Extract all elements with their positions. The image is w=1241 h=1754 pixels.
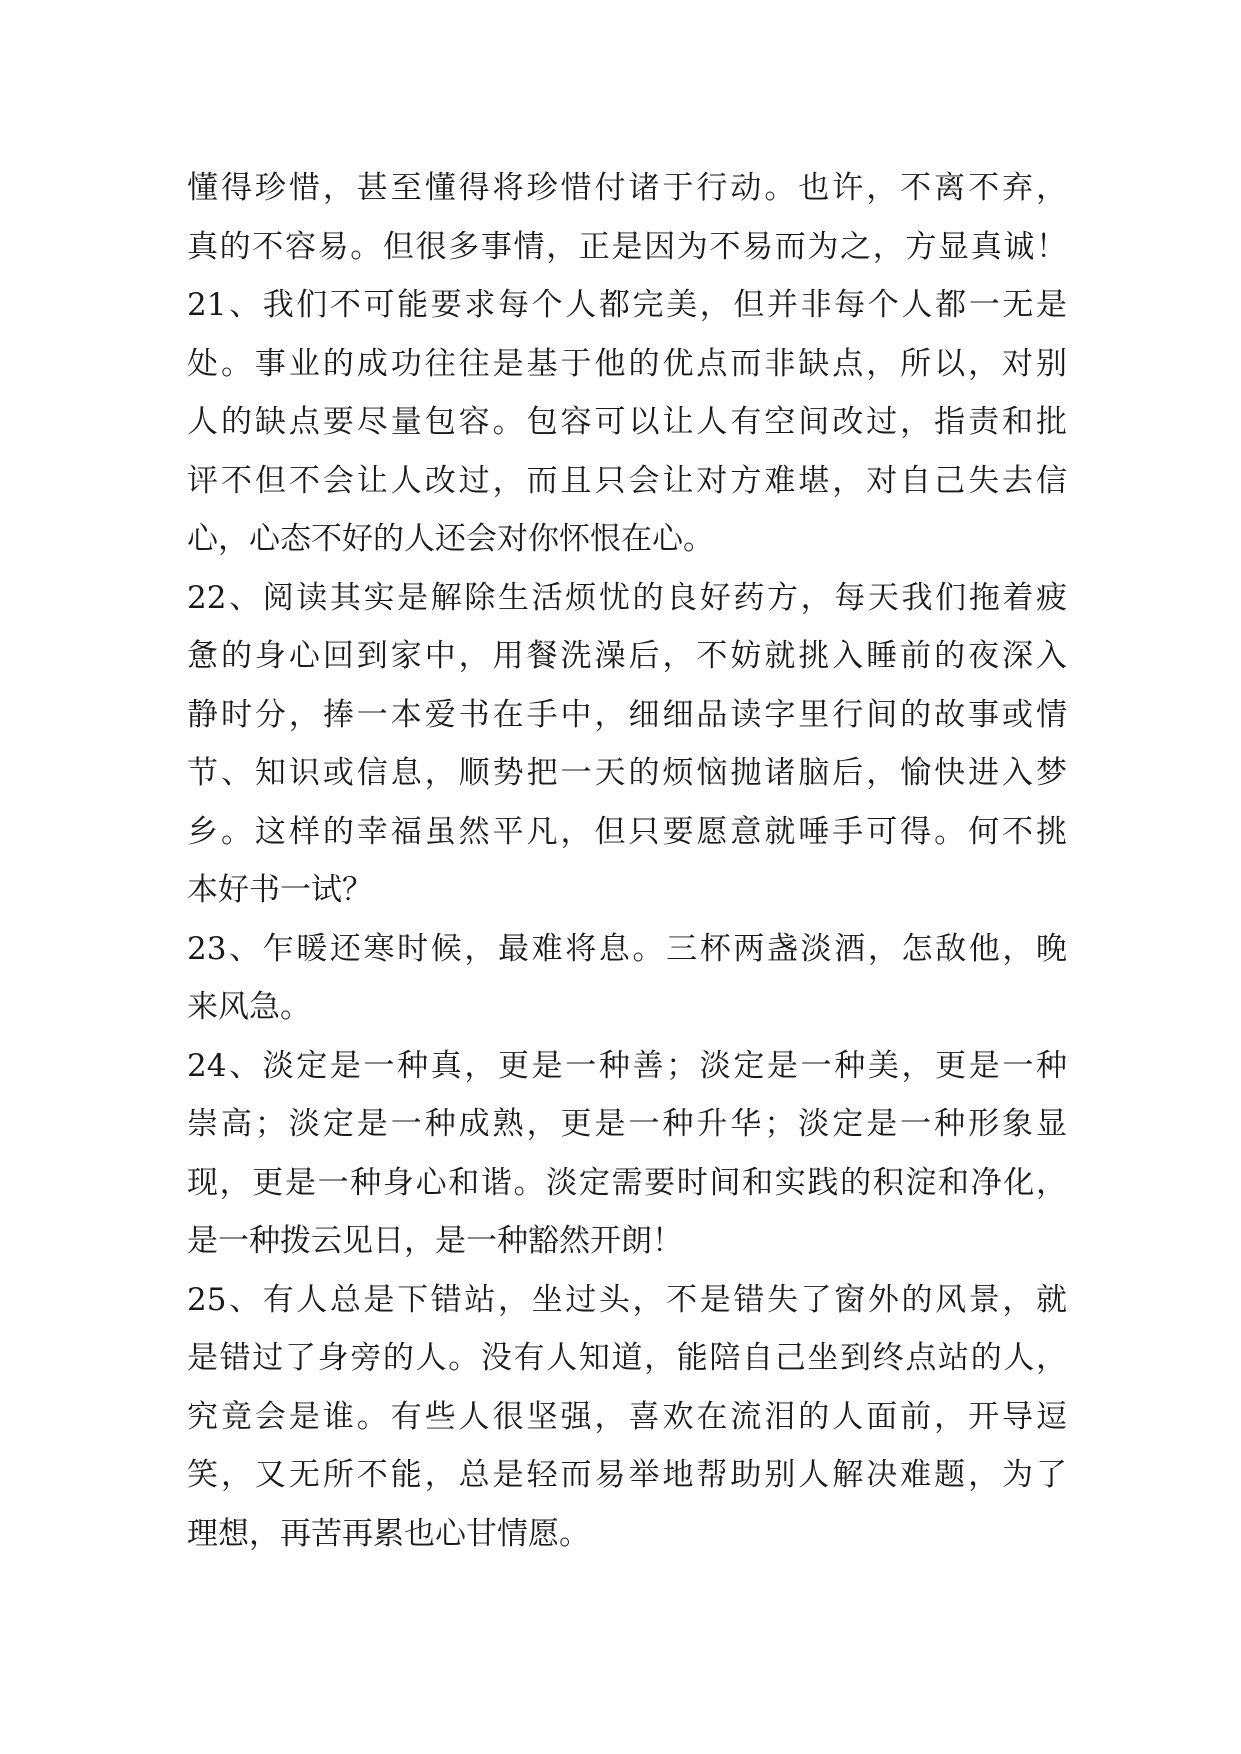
text-line: 25、有人总是下错站，坐过头，不是错失了窗外的风景，就 xyxy=(187,1281,1067,1318)
text-line: 节、知识或信息，顺势把一天的烦恼抛诸脑后，愉快进入梦 xyxy=(187,755,1067,791)
text-line: 24、淡定是一种真，更是一种善；淡定是一种美，更是一种 xyxy=(187,1047,1067,1084)
text-line: 乡。这样的幸福虽然平凡，但只要愿意就唾手可得。何不挑 xyxy=(187,813,1067,850)
text-line: 究竟会是谁。有些人很坚强，喜欢在流泪的人面前，开导逗 xyxy=(187,1398,1067,1435)
text-line: 惫的身心回到家中，用餐洗澡后，不妨就挑入睡前的夜深入 xyxy=(187,638,1067,674)
text-line: 本好书一试？ xyxy=(187,872,373,908)
text-line: 23、乍暖还寒时候，最难将息。三杯两盏淡酒，怎敌他，晚 xyxy=(187,930,1067,967)
text-line: 是错过了身旁的人。没有人知道，能陪自己坐到终点站的人， xyxy=(187,1340,1067,1376)
text-line: 是一种拨云见日，是一种豁然开朗！ xyxy=(187,1223,683,1259)
text-line: 22、阅读其实是解除生活烦忧的良好药方，每天我们拖着疲 xyxy=(187,579,1067,616)
text-line: 来风急。 xyxy=(187,989,311,1025)
text-line: 人的缺点要尽量包容。包容可以让人有空间改过，指责和批 xyxy=(187,404,1067,440)
text-line: 真的不容易。但很多事情，正是因为不易而为之，方显真诚！ xyxy=(187,228,1067,265)
text-line: 心，心态不好的人还会对你怀恨在心。 xyxy=(187,521,714,557)
text-line: 评不但不会让人改过，而且只会让对方难堪，对自己失去信 xyxy=(187,462,1067,499)
text-line: 懂得珍惜，甚至懂得将珍惜付诸于行动。也许，不离不弃， xyxy=(187,170,1067,206)
text-line: 现，更是一种身心和谐。淡定需要时间和实践的积淀和净化， xyxy=(187,1164,1067,1201)
text-line: 崇高；淡定是一种成熟，更是一种升华；淡定是一种形象显 xyxy=(187,1106,1067,1142)
body-text xyxy=(187,159,1067,1563)
text-line: 处。事业的成功往往是基于他的优点而非缺点，所以，对别 xyxy=(187,345,1067,382)
text-line: 笑，又无所不能，总是轻而易举地帮助别人解决难题，为了 xyxy=(187,1457,1067,1493)
text-line: 理想，再苦再累也心甘情愿。 xyxy=(187,1515,590,1552)
text-line: 21、我们不可能要求每个人都完美，但并非每个人都一无是 xyxy=(187,287,1067,323)
text-line: 静时分，捧一本爱书在手中，细细品读字里行间的故事或情 xyxy=(187,696,1067,733)
